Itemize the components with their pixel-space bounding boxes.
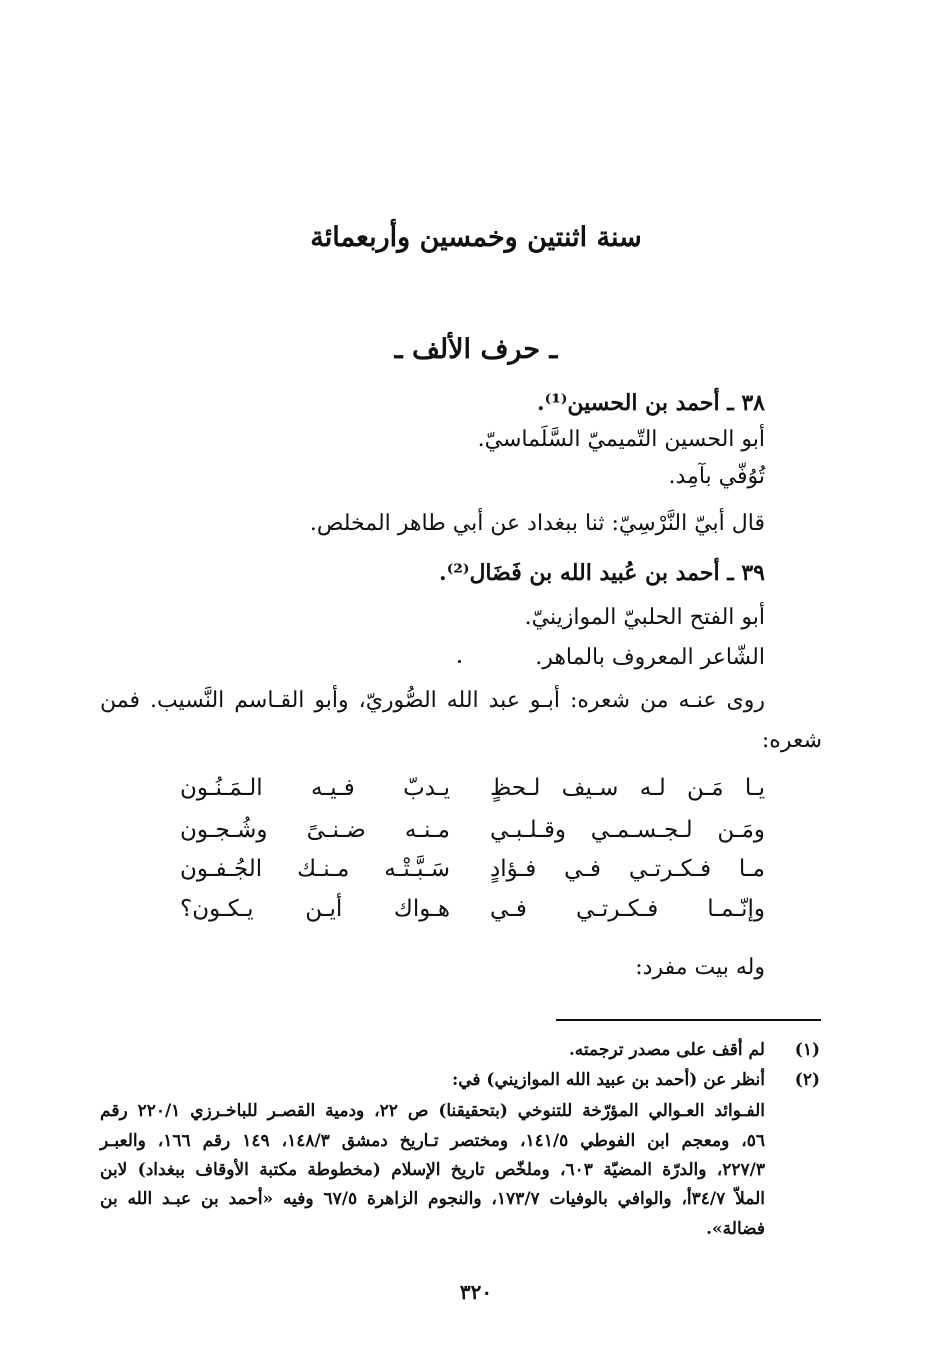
verse-first-hemistich: يـا مَـن لـه سـيف لـحظٍ <box>490 775 765 801</box>
poem-verse <box>180 896 765 932</box>
footnote-2-line-3: ٢٢٧/٣، والدرّة المضيّة ٦٠٣، وملخّص تاريخ الإسلام (مخطوطة مكتبة الأوقاف ببغداد) لابن <box>100 1160 765 1180</box>
year-heading: سنة اثنتين وخمسين وأربعمائة <box>310 222 642 253</box>
footnote-2-number: (٢) <box>794 1070 820 1090</box>
footnote-2-line-2: ٥٦، ومعجم ابن الفوطي ١٤١/٥، ومختصر تـاريخ دمشق ١٤٨/٣، ١٤٩ رقم ١٦٦، والعبـر <box>100 1131 765 1151</box>
poem-verse <box>180 817 765 853</box>
poem-verse <box>180 775 765 811</box>
entry-38-line-2: تُوُفّي بآمِد. <box>668 464 765 489</box>
section-heading: ـ حرف الألف ـ <box>394 334 558 365</box>
footnote-2-line-4: الملاّ ٣٤/٧أ، والوافي بالوفيات ١٧٣/٧، والنجوم الزاهرة ٦٧/٥ وفيه «أحمد بن عبـد الله بن <box>100 1189 765 1209</box>
footnote-1-number: (١) <box>794 1040 820 1060</box>
verse-second-hemistich: سَـبَّـتْـه مـنـك الجُـفـون <box>180 856 450 882</box>
footnote-1-text: لم أقف على مصدر ترجمته. <box>568 1040 765 1060</box>
verse-second-hemistich: مـنـه ضـنـىً وشُـجـون <box>180 817 450 843</box>
entry-38-line-3: قال أبيّ النَّرْسِيّ: ثنا ببغداد عن أبي طاهر المخلص. <box>309 511 765 536</box>
footnote-2-line-5: فضالة». <box>706 1219 765 1239</box>
footnote-divider <box>556 1019 821 1021</box>
poem-verse <box>180 856 765 892</box>
verse-first-hemistich: ومَـن لـجـسـمـي وقـلـبـي <box>490 817 765 843</box>
verse-first-hemistich: مـا فـكـرتـي فـي فـؤادٍ <box>490 856 765 882</box>
page-number: ٣٢٠ <box>459 1280 493 1304</box>
footnote-2-heading: أنظر عن (أحمد بن عبيد الله الموازيني) في: <box>451 1070 765 1090</box>
verse-second-hemistich: هـواك أيـن يـكـون؟ <box>180 896 450 922</box>
stray-dot <box>458 660 461 663</box>
verse-first-hemistich: وإنّـمـا فـكـرتـي فـي <box>490 896 765 922</box>
after-poem-line: وله بيت مفرد: <box>635 955 765 980</box>
entry-39-line-3: روى عنـه من شعره: أبـو عبد الله الصُّوريّ، وأبو القـاسم النَّسيب. فمن <box>100 688 765 713</box>
entry-39-line-4: شعره: <box>761 728 822 753</box>
verse-second-hemistich: يـدبّ فـيـه الـمَـنُـون <box>180 775 450 801</box>
entry-39-heading: ٣٩ ـ أحمد بن عُبيد الله بن فَضَال⁽²⁾. <box>439 560 765 586</box>
entry-39-line-2: الشّاعر المعروف بالماهر. <box>535 645 765 670</box>
entry-38-heading: ٣٨ ـ أحمد بن الحسين⁽¹⁾. <box>536 390 765 416</box>
entry-39-line-1: أبو الفتح الحلبيّ الموازينيّ. <box>524 605 765 630</box>
footnote-2-line-1: الفـوائد العـوالي المؤرّخة للتنوخي (بتحقيقنا) ص ٢٢، ودمية القصـر للباخـرزي ٢٢٠/١ رقم <box>100 1101 765 1121</box>
entry-38-line-1: أبو الحسين التّميميّ السَّلَماسيّ. <box>477 427 765 452</box>
